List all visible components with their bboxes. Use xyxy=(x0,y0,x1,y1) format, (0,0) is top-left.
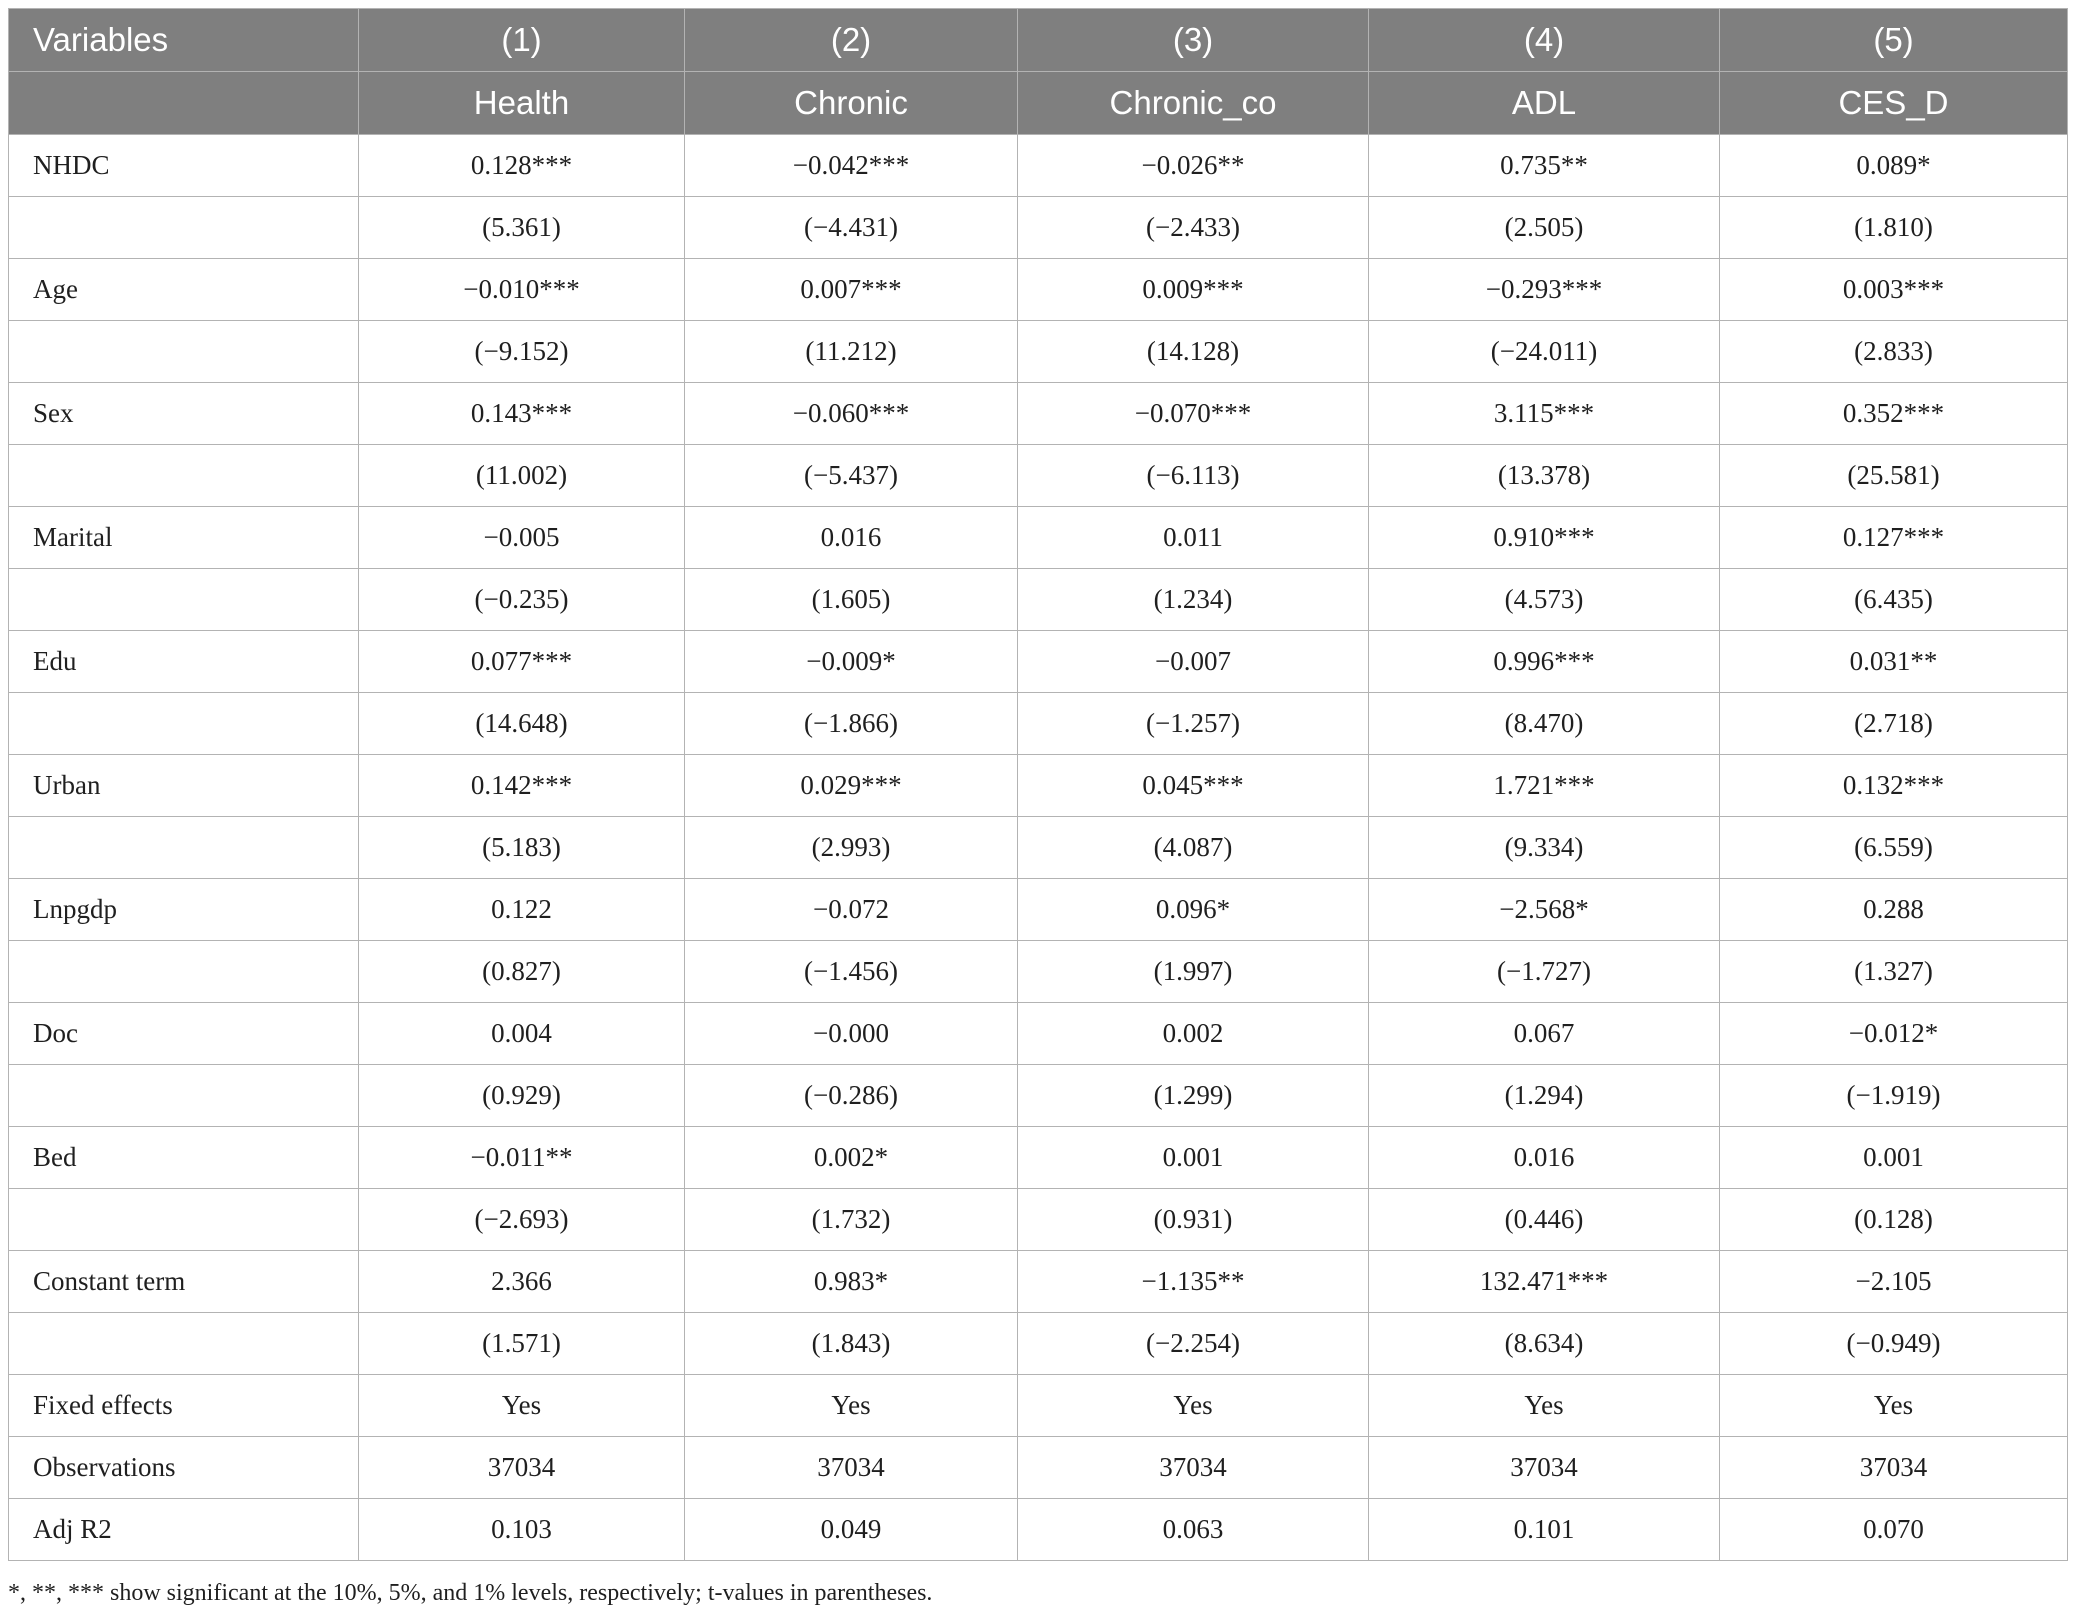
table-cell: −0.060*** xyxy=(685,383,1018,445)
table-cell: (4.573) xyxy=(1369,569,1720,631)
table-cell: (14.128) xyxy=(1018,321,1369,383)
table-cell: (−1.456) xyxy=(685,941,1018,1003)
table-cell: 0.011 xyxy=(1018,507,1369,569)
table-footnote: *, **, *** show significant at the 10%, 5%, and 1% levels, respectively; t-values in parentheses. xyxy=(8,1580,933,1606)
table-cell: 0.001 xyxy=(1018,1127,1369,1189)
table-cell: 0.996*** xyxy=(1369,631,1720,693)
table-cell: (−4.431) xyxy=(685,197,1018,259)
row-label: Observations xyxy=(9,1437,359,1499)
table-row xyxy=(9,383,2068,445)
table-cell: 0.002 xyxy=(1018,1003,1369,1065)
table-cell: −2.568* xyxy=(1369,879,1720,941)
table-cell: (6.559) xyxy=(1720,817,2068,879)
table-cell: (5.361) xyxy=(359,197,685,259)
table-row xyxy=(9,1313,2068,1375)
table-row xyxy=(9,1127,2068,1189)
table-cell: 37034 xyxy=(1720,1437,2068,1499)
table-cell: (1.732) xyxy=(685,1189,1018,1251)
regression-table xyxy=(8,8,2068,1561)
table-cell: 0.142*** xyxy=(359,755,685,817)
table-row xyxy=(9,1065,2068,1127)
outcome-header: CES_D xyxy=(1720,72,2068,135)
table-cell: 0.101 xyxy=(1369,1499,1720,1561)
table-cell: 0.983* xyxy=(685,1251,1018,1313)
table-cell: −0.007 xyxy=(1018,631,1369,693)
outcome-header: Chronic_co xyxy=(1018,72,1369,135)
table-row xyxy=(9,135,2068,197)
table-cell: 2.366 xyxy=(359,1251,685,1313)
table-cell: (−1.866) xyxy=(685,693,1018,755)
table-cell: (6.435) xyxy=(1720,569,2068,631)
row-label: Edu xyxy=(9,631,359,693)
table-cell: −0.293*** xyxy=(1369,259,1720,321)
table-cell: 0.003*** xyxy=(1720,259,2068,321)
table-cell: 0.031** xyxy=(1720,631,2068,693)
table-cell: (−2.693) xyxy=(359,1189,685,1251)
table-header xyxy=(9,9,2068,135)
table-cell: 1.721*** xyxy=(1369,755,1720,817)
row-label: Lnpgdp xyxy=(9,879,359,941)
table-row xyxy=(9,1189,2068,1251)
header-row-model-numbers xyxy=(9,9,2068,72)
table-row xyxy=(9,1251,2068,1313)
table-row xyxy=(9,941,2068,1003)
row-label: Sex xyxy=(9,383,359,445)
table-cell: (−0.235) xyxy=(359,569,685,631)
row-label xyxy=(9,941,359,1003)
table-cell: 0.016 xyxy=(685,507,1018,569)
row-label: Bed xyxy=(9,1127,359,1189)
table-cell: 132.471*** xyxy=(1369,1251,1720,1313)
table-cell: 0.122 xyxy=(359,879,685,941)
table-cell: (9.334) xyxy=(1369,817,1720,879)
table-cell: (8.470) xyxy=(1369,693,1720,755)
row-label xyxy=(9,445,359,507)
table-cell: (1.327) xyxy=(1720,941,2068,1003)
table-body xyxy=(9,135,2068,1561)
table-cell: 0.128*** xyxy=(359,135,685,197)
table-cell: (−0.286) xyxy=(685,1065,1018,1127)
table-row xyxy=(9,259,2068,321)
table-row xyxy=(9,693,2068,755)
table-cell: 0.077*** xyxy=(359,631,685,693)
table-cell: (−2.433) xyxy=(1018,197,1369,259)
table-cell: Yes xyxy=(359,1375,685,1437)
table-cell: (13.378) xyxy=(1369,445,1720,507)
table-cell: (−1.919) xyxy=(1720,1065,2068,1127)
table-cell: (−2.254) xyxy=(1018,1313,1369,1375)
table-cell: (1.843) xyxy=(685,1313,1018,1375)
table-cell: 0.049 xyxy=(685,1499,1018,1561)
row-label: Age xyxy=(9,259,359,321)
row-label xyxy=(9,1065,359,1127)
table-cell: 0.735** xyxy=(1369,135,1720,197)
table-cell: (−6.113) xyxy=(1018,445,1369,507)
column-number-header: (4) xyxy=(1369,9,1720,72)
row-label: Constant term xyxy=(9,1251,359,1313)
table-cell: 3.115*** xyxy=(1369,383,1720,445)
table-cell: 0.002* xyxy=(685,1127,1018,1189)
table-cell: 0.067 xyxy=(1369,1003,1720,1065)
table-cell: 0.288 xyxy=(1720,879,2068,941)
table-cell: (1.294) xyxy=(1369,1065,1720,1127)
column-number-header: (5) xyxy=(1720,9,2068,72)
table-cell: 0.063 xyxy=(1018,1499,1369,1561)
table-cell: Yes xyxy=(1018,1375,1369,1437)
table-cell: 0.001 xyxy=(1720,1127,2068,1189)
row-label: Urban xyxy=(9,755,359,817)
row-label: NHDC xyxy=(9,135,359,197)
table-row xyxy=(9,1003,2068,1065)
regression-table-container xyxy=(8,8,2067,1561)
table-cell: (1.299) xyxy=(1018,1065,1369,1127)
table-cell: (2.718) xyxy=(1720,693,2068,755)
table-cell: (1.234) xyxy=(1018,569,1369,631)
table-cell: −0.010*** xyxy=(359,259,685,321)
outcome-header: Chronic xyxy=(685,72,1018,135)
table-cell: 0.103 xyxy=(359,1499,685,1561)
table-row xyxy=(9,197,2068,259)
table-cell: (25.581) xyxy=(1720,445,2068,507)
table-cell: (0.446) xyxy=(1369,1189,1720,1251)
table-cell: 0.070 xyxy=(1720,1499,2068,1561)
table-cell: (2.833) xyxy=(1720,321,2068,383)
table-cell: 0.029*** xyxy=(685,755,1018,817)
variables-header: Variables xyxy=(9,9,359,72)
table-row xyxy=(9,879,2068,941)
header-row-outcomes xyxy=(9,72,2068,135)
table-cell: (0.931) xyxy=(1018,1189,1369,1251)
row-label: Adj R2 xyxy=(9,1499,359,1561)
table-cell: (1.605) xyxy=(685,569,1018,631)
table-cell: −0.000 xyxy=(685,1003,1018,1065)
table-cell: 0.127*** xyxy=(1720,507,2068,569)
table-cell: 0.096* xyxy=(1018,879,1369,941)
row-label xyxy=(9,1313,359,1375)
table-cell: (1.810) xyxy=(1720,197,2068,259)
row-label xyxy=(9,817,359,879)
table-cell: (1.997) xyxy=(1018,941,1369,1003)
table-cell: −0.072 xyxy=(685,879,1018,941)
table-cell: 37034 xyxy=(1018,1437,1369,1499)
table-cell: −0.026** xyxy=(1018,135,1369,197)
row-label xyxy=(9,569,359,631)
table-cell: −0.012* xyxy=(1720,1003,2068,1065)
table-cell: 0.132*** xyxy=(1720,755,2068,817)
table-cell: 0.045*** xyxy=(1018,755,1369,817)
table-cell: (−9.152) xyxy=(359,321,685,383)
table-cell: (−0.949) xyxy=(1720,1313,2068,1375)
table-cell: 0.352*** xyxy=(1720,383,2068,445)
table-cell: −1.135** xyxy=(1018,1251,1369,1313)
table-cell: 37034 xyxy=(359,1437,685,1499)
table-cell: (−24.011) xyxy=(1369,321,1720,383)
table-row xyxy=(9,1375,2068,1437)
table-cell: (−1.257) xyxy=(1018,693,1369,755)
table-cell: 0.009*** xyxy=(1018,259,1369,321)
table-cell: (0.128) xyxy=(1720,1189,2068,1251)
table-row xyxy=(9,321,2068,383)
row-label xyxy=(9,693,359,755)
table-cell: 0.089* xyxy=(1720,135,2068,197)
table-row xyxy=(9,569,2068,631)
table-cell: 0.143*** xyxy=(359,383,685,445)
outcome-header: Health xyxy=(359,72,685,135)
table-cell: (0.827) xyxy=(359,941,685,1003)
table-cell: (8.634) xyxy=(1369,1313,1720,1375)
table-row xyxy=(9,817,2068,879)
table-cell: 37034 xyxy=(685,1437,1018,1499)
table-cell: Yes xyxy=(685,1375,1018,1437)
table-cell: 0.910*** xyxy=(1369,507,1720,569)
row-label xyxy=(9,321,359,383)
table-cell: 0.016 xyxy=(1369,1127,1720,1189)
table-cell: −0.011** xyxy=(359,1127,685,1189)
table-cell: −2.105 xyxy=(1720,1251,2068,1313)
table-cell: (2.993) xyxy=(685,817,1018,879)
row-label xyxy=(9,197,359,259)
table-cell: Yes xyxy=(1720,1375,2068,1437)
table-cell: −0.009* xyxy=(685,631,1018,693)
table-row xyxy=(9,1437,2068,1499)
table-cell: Yes xyxy=(1369,1375,1720,1437)
table-cell: (−1.727) xyxy=(1369,941,1720,1003)
table-row xyxy=(9,445,2068,507)
outcome-header: ADL xyxy=(1369,72,1720,135)
table-cell: (4.087) xyxy=(1018,817,1369,879)
table-cell: −0.005 xyxy=(359,507,685,569)
table-cell: 0.004 xyxy=(359,1003,685,1065)
table-cell: (5.183) xyxy=(359,817,685,879)
table-cell: (0.929) xyxy=(359,1065,685,1127)
table-cell: 37034 xyxy=(1369,1437,1720,1499)
table-cell: (14.648) xyxy=(359,693,685,755)
empty-header-cell xyxy=(9,72,359,135)
row-label xyxy=(9,1189,359,1251)
row-label: Doc xyxy=(9,1003,359,1065)
table-cell: (11.002) xyxy=(359,445,685,507)
table-row xyxy=(9,755,2068,817)
table-cell: (1.571) xyxy=(359,1313,685,1375)
table-cell: 0.007*** xyxy=(685,259,1018,321)
column-number-header: (1) xyxy=(359,9,685,72)
column-number-header: (3) xyxy=(1018,9,1369,72)
table-cell: (11.212) xyxy=(685,321,1018,383)
table-row xyxy=(9,631,2068,693)
table-cell: −0.070*** xyxy=(1018,383,1369,445)
table-cell: −0.042*** xyxy=(685,135,1018,197)
table-row xyxy=(9,507,2068,569)
table-cell: (2.505) xyxy=(1369,197,1720,259)
row-label: Marital xyxy=(9,507,359,569)
table-cell: (−5.437) xyxy=(685,445,1018,507)
table-row xyxy=(9,1499,2068,1561)
row-label: Fixed effects xyxy=(9,1375,359,1437)
column-number-header: (2) xyxy=(685,9,1018,72)
